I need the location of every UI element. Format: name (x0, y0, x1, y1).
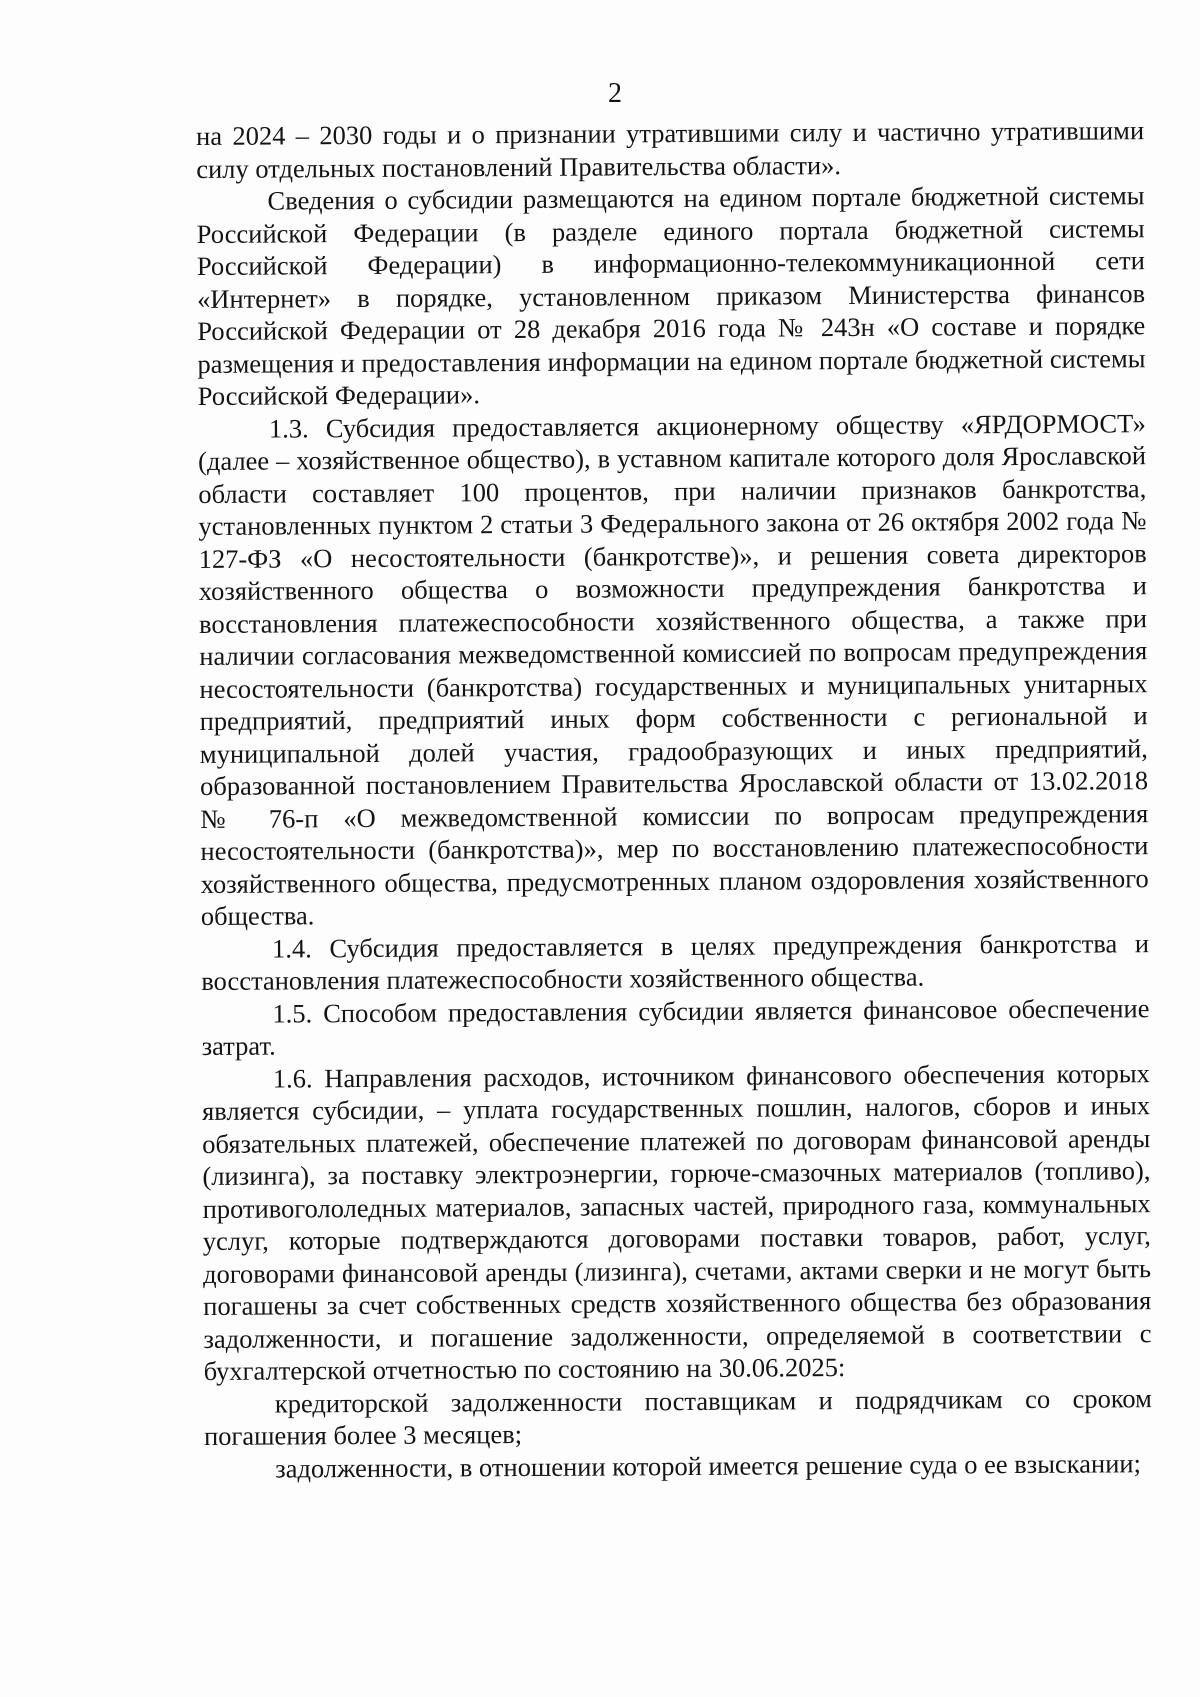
paragraph-1-6: 1.6. Направления расходов, источником финансового обеспечения которых является субсидии, – уплата государственных пошлин, налогов, сборов и иных обязательных платежей, обеспечение платежей по договорам финансовой аренды (лизинга), за поставку электроэнергии, горюче-смазочных материалов (топливо), противогололедных материалов, запасных частей, природного газа, коммунальных услуг, которые подтверждаются договорами поставки товаров, работ, услуг, договорами финансовой аренды (лизинга), счетами, актами сверки и не могут быть погашены за счет собственных средств хозяйственного общества без образования задолженности, и погашение задолженности, определяемой в соответствии с бухгалтерской отчетностью по состоянию на 30.06.2025: (201, 1057, 1152, 1386)
paragraph-1-5: 1.5. Способом предоставления субсидии является финансовое обеспечение затрат. (201, 992, 1150, 1061)
paragraph-1-3: 1.3. Субсидия предоставляется акционерному обществу «ЯРДОРМОСТ» (далее – хозяйственное общество), в уставном капитале которого доля Ярославской области составляет 100 процентов, при наличии признаков банкротства, установленных пунктом 2 статьи 3 Федерального закона от 26 октября 2002 года № 127-ФЗ «О несостоятельности (банкротстве)», и решения совета директоров хозяйственного общества о возможности предупреждения банкротства и восстановления платежеспособности хозяйственного общества, а также при наличии согласования межведомственной комиссией по вопросам предупреждения несостоятельности (банкротства) государственных и муниципальных унитарных предприятий, предприятий иных форм собственности с региональной и муниципальной долей участия, градообразующих и иных предприятий, образованной постановлением Правительства Ярославской области от 13.02.2018 № 76-п «О межведомственной комиссии по вопросам предупреждения несостоятельности (банкротства)», мер по восстановлению платежеспособности хозяйственного общества, предусмотренных планом оздоровления хозяйственного общества. (197, 407, 1149, 931)
list-item-court-debt: задолженности, в отношении которой имеется решение суда о ее взыскании; (275, 1447, 1141, 1484)
page-number: 2 (608, 78, 622, 109)
list-item-creditor-debt: кредиторской задолженности поставщикам и подрядчикам со сроком погашения более 3 месяцев; (203, 1382, 1152, 1451)
document-body (196, 114, 1152, 1485)
paragraph-continuation: на 2024 – 2030 годы и о признании утратившими силу и частично утратившими силу отдельных постановлений Правительства области». (196, 115, 1145, 184)
paragraph-subsidy-info: Сведения о субсидии размещаются на едином портале бюджетной системы Российской Федерации (в разделе единого портала бюджетной системы Российской Федерации) в информационно-телекоммуникационной сети «Интернет» в порядке, установленном приказом Министерства финансов Российской Федерации от 28 декабря 2016 года № 243н «О составе и порядке размещения и предоставления информации на едином портале бюджетной системы Российской Федерации». (196, 180, 1146, 411)
paragraph-1-4: 1.4. Субсидия предоставляется в целях предупреждения банкротства и восстановления платежеспособности хозяйственного общества. (201, 927, 1150, 996)
